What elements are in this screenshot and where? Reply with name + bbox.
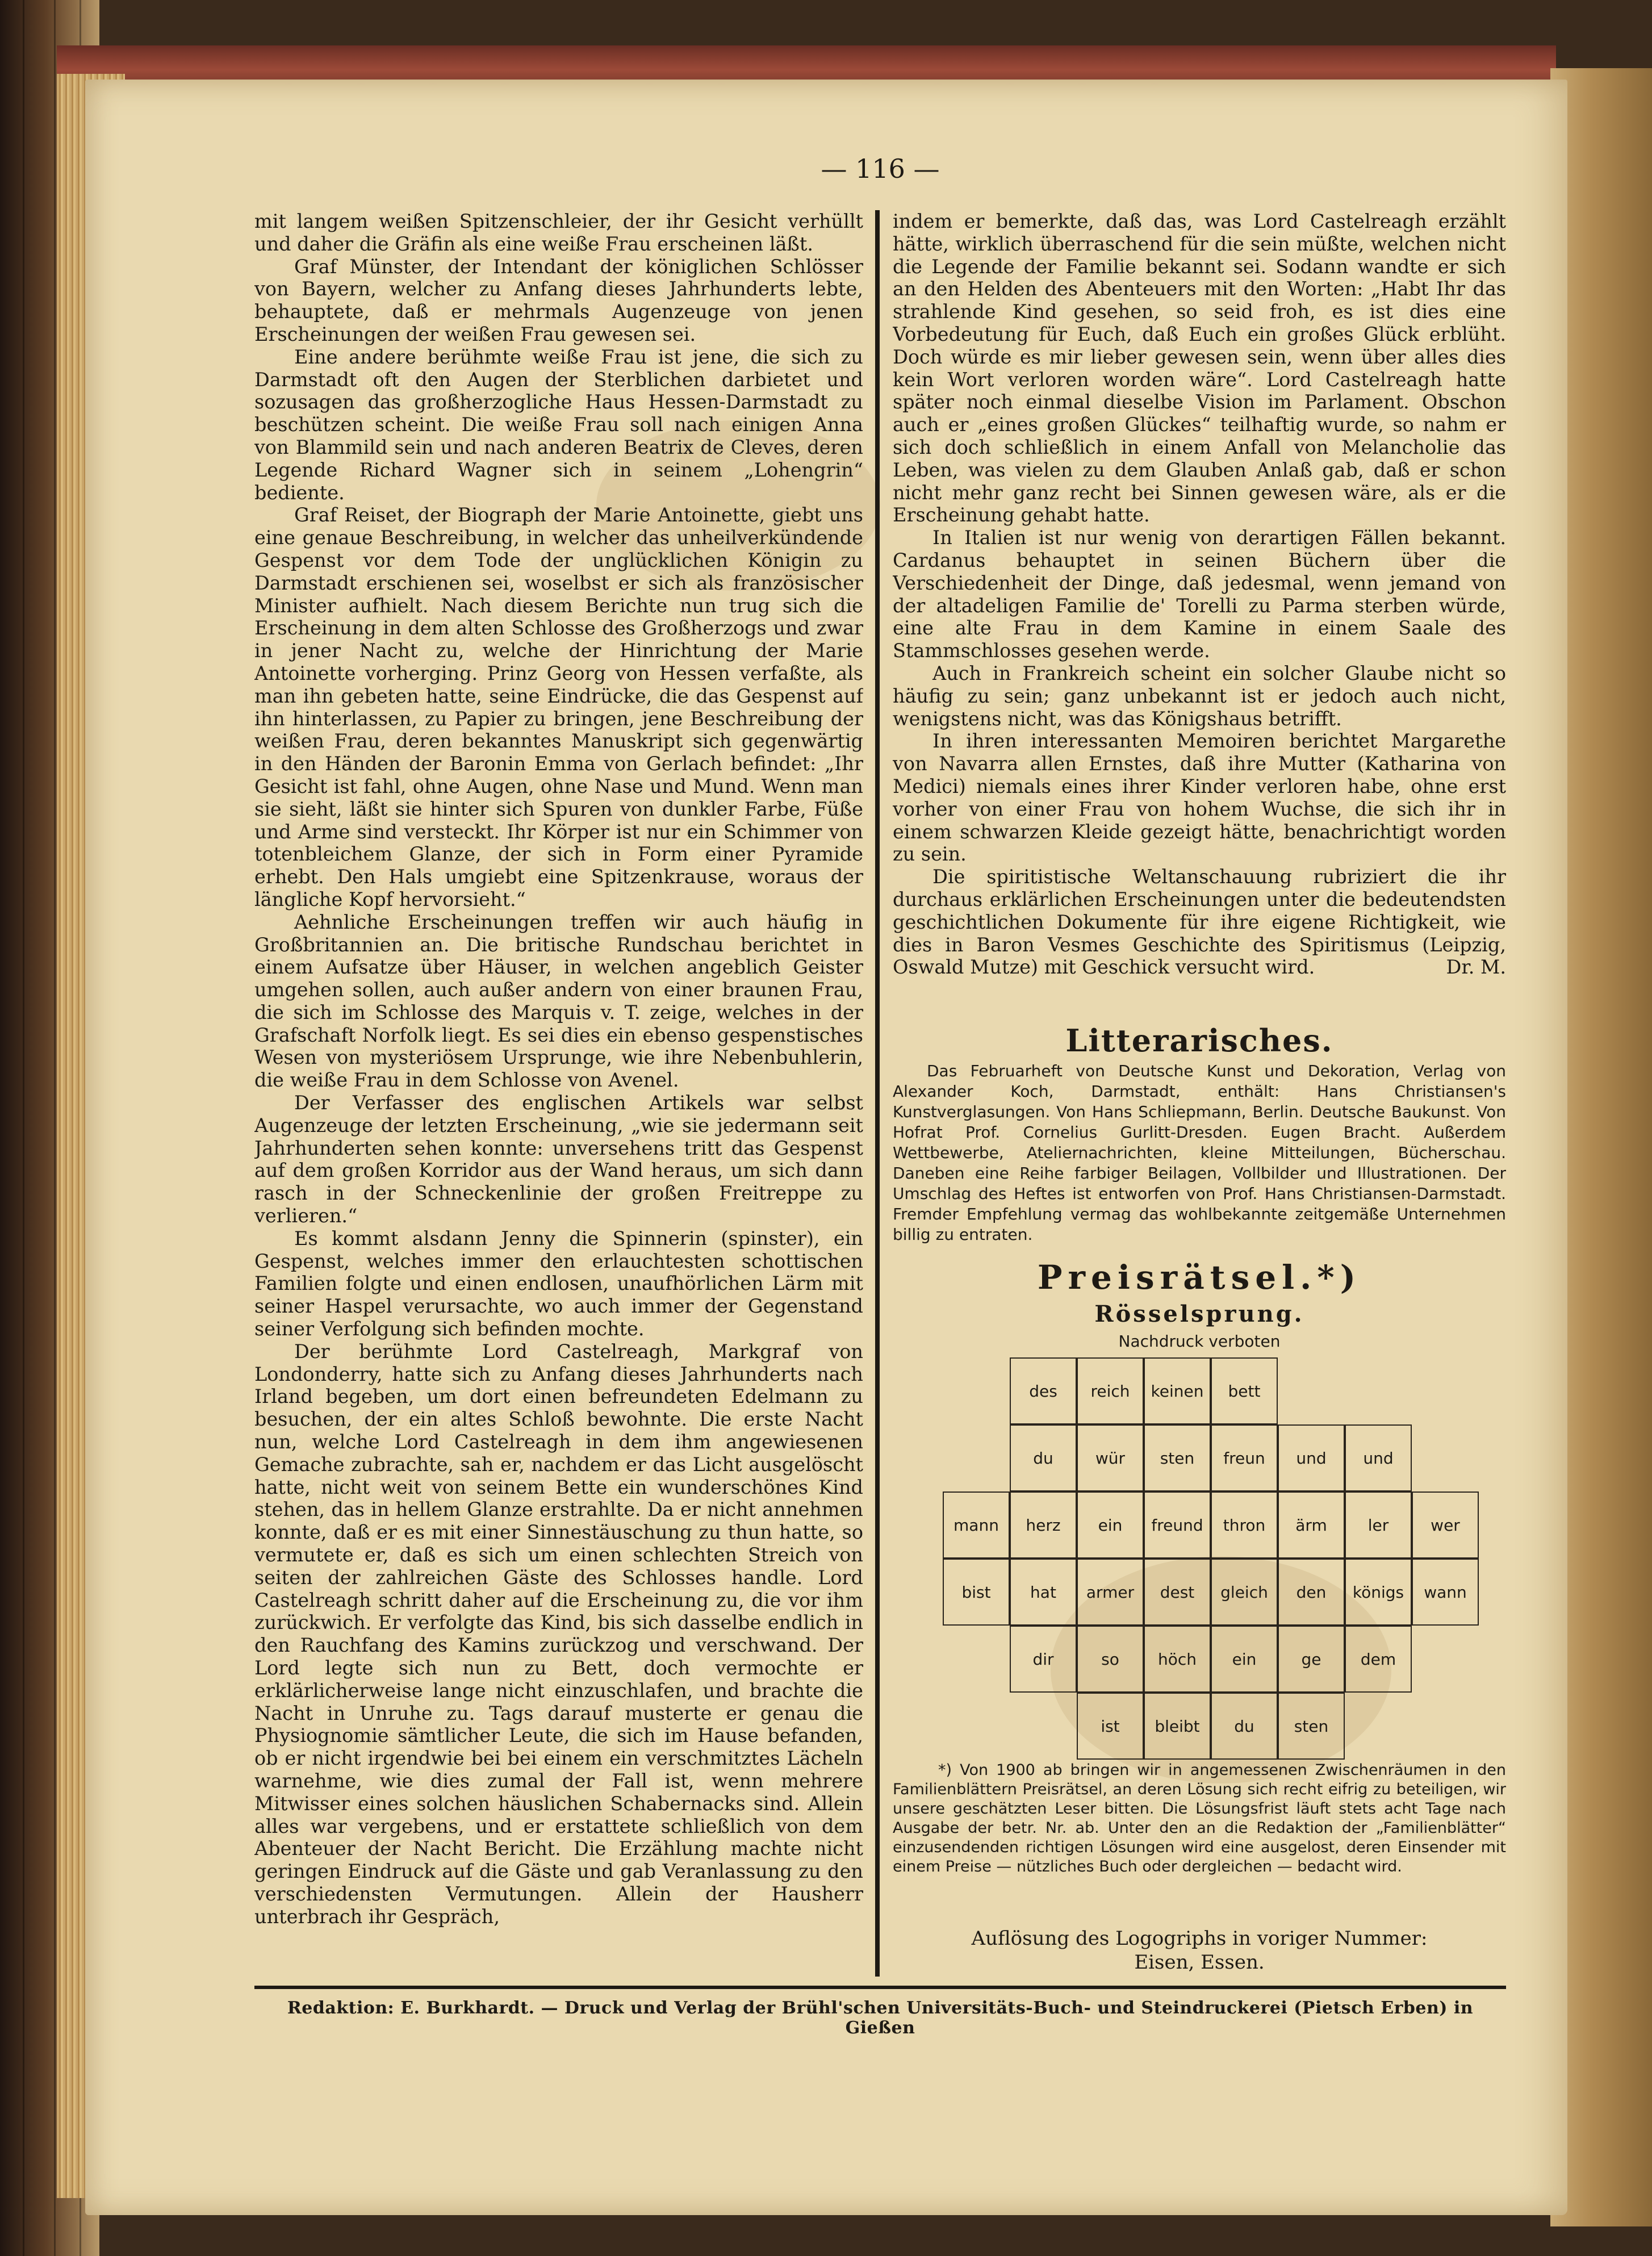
grid-cell: ein — [1211, 1626, 1278, 1693]
paragraph — [893, 866, 1506, 979]
grid-cell: bleibt — [1144, 1693, 1211, 1760]
column-divider — [875, 210, 880, 1977]
paragraph-text: Die spiritistische Weltanschauung rubriziert die ihr durchaus erklärlichen Erscheinungen unter die bedeutendsten geschichtlichen Dokumente für ihre eigene Richtigkeit, wie dies in Baron Vesmes Geschichte des Spiritismus (Leipzig, Oswald Mutze) mit Geschick versucht wird. — [893, 866, 1506, 979]
puzzle-footnote — [893, 1761, 1506, 1877]
grid-cell: dir — [1010, 1626, 1077, 1693]
grid-cell: wür — [1077, 1424, 1144, 1492]
paragraph: In ihren interessanten Memoiren berichtet Margarethe von Navarra allen Ernstes, daß ihre Mutter (Katharina von Medici) niemals eines ihrer Kinder verloren habe, ohne erst vorher von einer Frau von hohem Wuchse, die sich ihr in einem schwarzen Kleide gezeigt hätte, benachrichtigt worden zu sein. — [893, 730, 1506, 866]
paragraph: Auch in Frankreich scheint ein solcher Glaube nicht so häufig zu sein; ganz unbekannt ist er jedoch auch nicht, wenigstens nicht, was das Königshaus betrifft. — [893, 662, 1506, 730]
grid-cell: du — [1211, 1693, 1278, 1760]
paragraph: *) Von 1900 ab bringen wir in angemessenen Zwischenräumen in den Familienblättern Preisrätsel, an deren Lösung sich recht eifrig zu beteiligen, wir unsere geschätzten Leser bitten. Die Lösungsfrist läuft stets acht Tage nach Ausgabe der betr. Nr. ab. Unter den an die Redaktion der „Familienblätter“ einzusendenden richtigen Lösungen wird eine ausgelost, deren Einsender mit einem Preise — nützliches Buch oder dergleichen — bedacht wird. — [893, 1761, 1506, 1875]
grid-cell: hat — [1010, 1559, 1077, 1626]
paragraph: Es kommt alsdann Jenny die Spinnerin (spinster), ein Gespenst, welches immer den erlauchtesten schottischen Familien folgte und einen endlosen, unaufhörlichen Lärm mit seiner Haspel verursachte, wo auch immer der Gegenstand seiner Verfolgung sich befinden mochte. — [254, 1227, 863, 1340]
grid-cell: keinen — [1144, 1357, 1211, 1424]
grid-cell: dest — [1144, 1559, 1211, 1626]
grid-cell: du — [1010, 1424, 1077, 1492]
litterarisches-text — [893, 1061, 1506, 1245]
paragraph: Das Februarheft von Deutsche Kunst und Dekoration, Verlag von Alexander Koch, Darmstadt, enthält: Hans Christiansen's Kunstverglasungen. Von Hans Schliepmann, Berlin. Deutsche Baukunst. Von Hofrat Prof. Cornelius Gurlitt-Dresden. Eugen Bracht. Außerdem Wettbewerbe, Ateliernachrichten, kleine Mitteilungen, Bücherschau. Daneben eine Reihe farbiger Beilagen, Vollbilder und Illustrationen. Der Umschlag des Heftes ist entworfen von Prof. Hans Christiansen-Darmstadt. Fremder Empfehlung vermag das wohlbekannte zeitgemäße Unternehmen billig zu entraten. — [893, 1062, 1506, 1244]
article-signature: Dr. M. — [1446, 956, 1506, 979]
paragraph: Der Verfasser des englischen Artikels war selbst Augenzeuge der letzten Erscheinung, „wie sie jedermann seit Jahrhunderten sehen konnte: unversehens tritt das Gespenst auf dem großen Korridor aus der Wand heraus, um sich dann rasch in der Schneckenlinie der großen Freitreppe zu verlieren.“ — [254, 1092, 863, 1227]
solution-block — [893, 1927, 1506, 1974]
roesselsprung-heading: Rösselsprung. — [1094, 1301, 1304, 1327]
grid-cell: freund — [1144, 1492, 1211, 1559]
page-number: — 116 — — [821, 153, 940, 184]
copyright-note: Nachdruck verboten — [1118, 1332, 1281, 1351]
grid-cell: so — [1077, 1626, 1144, 1693]
grid-cell: ist — [1077, 1693, 1144, 1760]
paragraph: mit langem weißen Spitzenschleier, der ihr Gesicht verhüllt und daher die Gräfin als eine weiße Frau erscheinen läßt. — [254, 210, 863, 255]
grid-cell: wer — [1412, 1492, 1479, 1559]
grid-cell: höch — [1144, 1626, 1211, 1693]
grid-cell: ärm — [1278, 1492, 1345, 1559]
grid-cell: sten — [1144, 1424, 1211, 1492]
paragraph: Graf Münster, der Intendant der königlichen Schlösser von Bayern, welcher zu Anfang dieses Jahrhunderts lebte, behauptete, daß er mehrmals Augenzeuge von jenen Erscheinungen der weißen Frau gewesen sei. — [254, 255, 863, 345]
grid-cell: ein — [1077, 1492, 1144, 1559]
solution-answer: Eisen, Essen. — [1134, 1951, 1265, 1974]
paragraph: indem er bemerkte, daß das, was Lord Castelreagh erzählt hätte, wirklich überraschend für die sein müßte, welchen nicht die Legende der Familie bekannt sei. Sodann wandte er sich an den Helden des Abenteuers mit den Worten: „Habt Ihr das strahlende Kind gesehen, so seid froh, es ist dies eine Vorbedeutung für Euch, daß Euch ein großes Glück erblüht. Doch würde es mir lieber gewesen sein, wenn über alles dies kein Wort verloren worden wäre“. Lord Castelreagh hatte später noch einmal dieselbe Vision im Parlament. Obschon auch er „eines großen Glückes“ teilhaftig wurde, so nahm er sich doch schließlich in einem Anfall von Melancholie das Leben, was vielen zu dem Glauben Anlaß gab, daß er schon nicht mehr ganz recht bei Sinnen gewesen wäre, als er die Erscheinung gehabt hatte. — [893, 210, 1506, 527]
solution-heading: Auflösung des Logogriphs in voriger Nummer: — [971, 1927, 1428, 1950]
grid-cell: den — [1278, 1559, 1345, 1626]
grid-cell: königs — [1345, 1559, 1412, 1626]
imprint-line: Redaktion: E. Burkhardt. — Druck und Verlag der Brühl'schen Universitäts-Buch- und Steindruckerei (Pietsch Erben) in Gießen — [287, 1998, 1474, 2038]
grid-cell: und — [1345, 1424, 1412, 1492]
grid-cell: thron — [1211, 1492, 1278, 1559]
grid-cell: reich — [1077, 1357, 1144, 1424]
paragraph: Eine andere berühmte weiße Frau ist jene, die sich zu Darmstadt oft den Augen der Sterblichen darbietet und sozusagen das großherzogliche Haus Hessen-Darmstadt zu beschützen scheint. Die weiße Frau soll nach einigen Anna von Blammild sein und nach anderen Beatrix de Cleves, deren Legende Richard Wagner sich in seinem „Lohengrin“ bediente. — [254, 345, 863, 504]
grid-cell: bett — [1211, 1357, 1278, 1424]
grid-cell: freun — [1211, 1424, 1278, 1492]
paragraph: In Italien ist nur wenig von derartigen Fällen bekannt. Cardanus behauptet in seinen Büchern über die Verschiedenheit der Dinge, daß jedesmal, wenn jemand von der altadeligen Familie de' Torelli zu Parma sterben würde, eine alte Frau in dem Kamine in einem Saale des Stammschlosses gesehen werde. — [893, 527, 1506, 662]
paragraph: Graf Reiset, der Biograph der Marie Antoinette, giebt uns eine genaue Beschreibung, in welcher das unheilverkündende Gespenst vor dem Tode der unglücklichen Königin zu Darmstadt erschienen sei, woselbst er sich als französischer Minister aufhielt. Nach diesem Berichte nun trug sich die Erscheinung in dem alten Schlosse des Großherzogs und zwar in jener Nacht zu, welche der Hinrichtung der Marie Antoinette vorherging. Prinz Georg von Hessen verfaßte, als man ihn gebeten hatte, seine Eindrücke, die das Gespenst auf ihn hinterlassen, zu Papier zu bringen, jene Beschreibung der weißen Frau, deren bekanntes Manuskript sich gegenwärtig in den Händen der Baronin Emma von Gerlach befindet: „Ihr Gesicht ist fahl, ohne Augen, ohne Nase und Mund. Wenn man sie sieht, läßt sie hinter sich Spuren von dunkler Farbe, Füße und Arme sind versteckt. Ihr Körper ist nur ein Schimmer von totenbleichem Glanze, der sich in Form einer Pyramide erhebt. Den Hals umgiebt eine Spitzenkrause, woraus der längliche Kopf hervorsieht.“ — [254, 504, 863, 910]
grid-cell: wann — [1412, 1559, 1479, 1626]
grid-cell: bist — [943, 1559, 1010, 1626]
litterarisches-heading: Litterarisches. — [1065, 1022, 1333, 1059]
grid-cell: ler — [1345, 1492, 1412, 1559]
grid-cell: des — [1010, 1357, 1077, 1424]
footer-rule — [254, 1986, 1506, 1989]
grid-cell: sten — [1278, 1693, 1345, 1760]
paragraph: Der berühmte Lord Castelreagh, Markgraf von Londonderry, hatte sich zu Anfang dieses Jahrhunderts nach Irland begeben, um dort einen befreundeten Edelmann zu besuchen, der ein altes Schloß bewohnte. Die erste Nacht nun, welche Lord Castelreagh in dem ihm angewiesenen Gemache zubrachte, sah er, nachdem er das Licht ausgelöscht hatte, nicht weit von seinem Bette ein wunderschönes Kind stehen, das in hellem Glanze erstrahlte. Da er nicht annehmen konnte, daß er es mit einer Sinnestäuschung zu thun hatte, so vermutete er, daß es sich um einen schlechten Streich von seiten der zahlreichen Gäste des Schlosses handle. Lord Castelreagh schritt daher auf die Erscheinung zu, die vor ihm zurückwich. Er verfolgte das Kind, bis sich dasselbe endlich in den Rauchfang des Kamins zurückzog und verschwand. Der Lord legte sich nun zu Bett, doch vermochte er erklärlicherweise lange nicht einzuschlafen, und brachte die Nacht in Unruhe zu. Tags darauf musterte er genau die Physiognomie sämtlicher Leute, die sich im Hause befanden, ob er nicht irgendwie bei bei einem ein verschmitztes Lächeln warnehme, wie dies zumal der Fall ist, wenn mehrere Mitwisser eines solchen häuslichen Schabernacks sind. Allein alles war vergebens, und er erstattete schließlich von dem Abenteuer der Nacht Bericht. Die Erzählung machte nicht geringen Eindruck auf die Gäste und gab Veranlassung zu den verschiedensten Vermutungen. Allein der Hausherr unterbrach ihr Gespräch, — [254, 1340, 863, 1928]
grid-cell: herz — [1010, 1492, 1077, 1559]
grid-cell: mann — [943, 1492, 1010, 1559]
paragraph: Aehnliche Erscheinungen treffen wir auch häufig in Großbritannien an. Die britische Rundschau berichtet in einem Aufsatze über Häuser, in welchen angeblich Geister umgehen sollen, auch außer andern von einer braunen Frau, die sich im Schlosse des Marquis v. T. zeige, welches in der Grafschaft Norfolk liegt. Es sei dies ein ebenso gespenstisches Wesen von mysteriösem Ursprunge, wie ihre Nebenbuhlerin, die weiße Frau in dem Schlosse von Avenel. — [254, 910, 863, 1092]
preisraetsel-heading: Preisrätsel.*) — [1037, 1258, 1362, 1297]
grid-cell: armer — [1077, 1559, 1144, 1626]
grid-cell: gleich — [1211, 1559, 1278, 1626]
grid-cell: dem — [1345, 1626, 1412, 1693]
left-column — [254, 210, 863, 1977]
grid-cell: ge — [1278, 1626, 1345, 1693]
grid-cell: und — [1278, 1424, 1345, 1492]
right-column — [893, 210, 1506, 988]
